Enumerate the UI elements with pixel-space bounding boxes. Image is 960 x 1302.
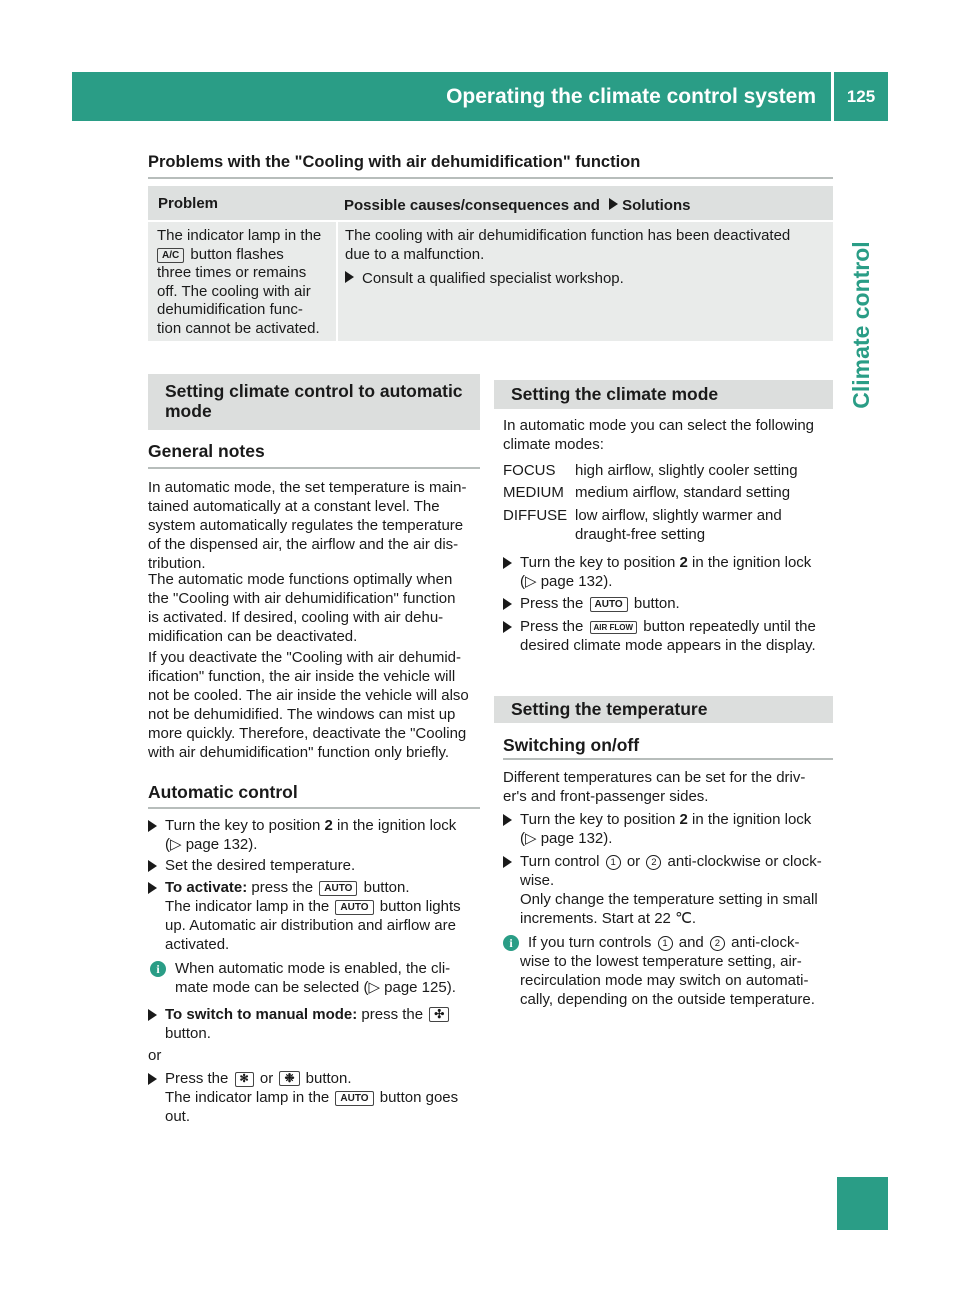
fan-decrease-icon: ✻ [235, 1072, 254, 1087]
mode-step-2: Press the AUTO button. [503, 594, 823, 613]
auto-button-icon: AUTO [319, 881, 357, 896]
auto-button-icon: AUTO [335, 1091, 373, 1106]
heading-rule [148, 177, 833, 179]
mode-diffuse-value: low airflow, slightly warmer and draught-free setting [575, 507, 782, 543]
control-2-icon: 2 [646, 855, 661, 870]
mode-medium-key: MEDIUM [503, 484, 564, 501]
col-problem: Problem [158, 195, 219, 212]
section-auto-mode: Setting climate control to automatic mode [148, 374, 480, 430]
temperature-intro: Different temperatures can be set for the driv- er's and front-passenger sides. [503, 769, 806, 805]
ac-button-icon: A/C [157, 248, 184, 263]
info-icon: i [503, 935, 519, 951]
automatic-control-heading: Automatic control [148, 782, 298, 802]
general-notes-para1: In automatic mode, the set temperature is main- tained automatically at a constant level. The system automatically regulates the temperature of the dispensed air, the airflow and the air dis- tribution. [148, 479, 467, 572]
section-temperature: Setting the temperature [494, 696, 833, 723]
section-climate-mode: Setting the climate mode [494, 380, 833, 409]
auto-step-4: To switch to manual mode: press the ✣ button. [148, 1005, 468, 1043]
problems-heading: Problems with the "Cooling with air dehumidification" function [148, 153, 641, 171]
manual-mode-button-icon: ✣ [429, 1007, 449, 1022]
climate-mode-intro: In automatic mode you can select the following climate modes: [503, 417, 815, 453]
general-notes-heading: General notes [148, 441, 265, 461]
auto-step-1: Turn the key to position 2 in the ignition lock (▷ page 132). [148, 816, 483, 854]
auto-step-2: Set the desired temperature. [148, 856, 468, 875]
arrow-icon [503, 621, 512, 633]
auto-step-5: Press the ✻ or ❉ button. The indicator lamp in the AUTO button goes out. [148, 1069, 468, 1126]
mode-medium-value: medium airflow, standard setting [575, 484, 791, 501]
solution-text: Consult a qualified specialist workshop. [362, 270, 624, 287]
mode-focus-value: high airflow, slightly cooler setting [575, 462, 798, 479]
col-causes: Possible causes/consequences and Solutions [344, 197, 691, 214]
mode-diffuse-key: DIFFUSE [503, 507, 568, 524]
general-notes-para2: The automatic mode functions optimally when the "Cooling with air dehumidification" function is activated. If desired, cooling with air dehu- midification can be deactivated. [148, 571, 456, 645]
side-chapter-label: Climate control [848, 241, 874, 409]
air-flow-button-icon: AIR FLOW [590, 621, 638, 634]
page-number: 125 [846, 87, 876, 106]
auto-step-3: To activate: press the AUTO button. The indicator lamp in the AUTO button lights up. Automatic air distribution and airflow are activated. [148, 878, 483, 954]
switching-heading: Switching on/off [503, 735, 640, 755]
temp-info-note: If you turn controls 1 and 2 anti-clock- wise to the lowest temperature setting, air- recirculation mode may switch on automati- cally, depending on the outside temperature. [520, 934, 815, 1008]
subheading-rule [503, 758, 833, 760]
arrow-icon [503, 814, 512, 826]
arrow-icon [503, 856, 512, 868]
mode-focus-key: FOCUS [503, 462, 556, 479]
fan-increase-icon: ❉ [279, 1071, 299, 1086]
problem-cell: The indicator lamp in the A/C button flashes three times or remains off. The cooling with air dehumidification func- tion cannot be activated. [157, 227, 322, 337]
header-title: Operating the climate control system [446, 85, 816, 108]
control-1-icon: 1 [606, 855, 621, 870]
auto-button-icon: AUTO [335, 900, 373, 915]
arrow-icon [148, 1009, 157, 1021]
control-1-icon: 1 [658, 936, 673, 951]
subheading-rule [148, 807, 480, 809]
subheading-rule [148, 467, 480, 469]
or-text: or [148, 1047, 162, 1064]
general-notes-para3: If you deactivate the "Cooling with air dehumid- ification" function, the air inside the vehicle will not be cooled. The air inside the vehicle will also not be dehumidified. The windows can mist up more quickly. Therefore, deactivate the "Cooling with air dehumidification" function only briefly. [148, 649, 469, 761]
info-icon: i [150, 961, 166, 977]
control-2-icon: 2 [710, 936, 725, 951]
arrow-icon [503, 598, 512, 610]
side-chapter-marker [837, 1177, 888, 1230]
arrow-icon [148, 1073, 157, 1085]
auto-info-note: When automatic mode is enabled, the cli- mate mode can be selected (▷ page 125). [175, 960, 456, 996]
arrow-icon [503, 557, 512, 569]
arrow-icon [148, 860, 157, 872]
arrow-icon [148, 882, 157, 894]
cause-cell: The cooling with air dehumidification function has been deactivated due to a malfunction. Consult a qualified specialist workshop. [345, 227, 791, 287]
arrow-icon [148, 820, 157, 832]
mode-step-3: Press the AIR FLOW button repeatedly until the desired climate mode appears in the display. [503, 617, 838, 655]
page-header [72, 72, 888, 121]
auto-button-icon: AUTO [590, 597, 628, 612]
temp-step-1: Turn the key to position 2 in the ignition lock (▷ page 132). [503, 810, 838, 848]
problems-table-header [148, 186, 833, 220]
temp-step-2: Turn control 1 or 2 anti-clockwise or clock- wise. Only change the temperature setting in small increments. Start at 22 ℃. [503, 852, 838, 928]
mode-step-1: Turn the key to position 2 in the ignition lock (▷ page 132). [503, 553, 838, 591]
arrow-icon [345, 271, 354, 283]
arrow-icon [609, 198, 618, 210]
